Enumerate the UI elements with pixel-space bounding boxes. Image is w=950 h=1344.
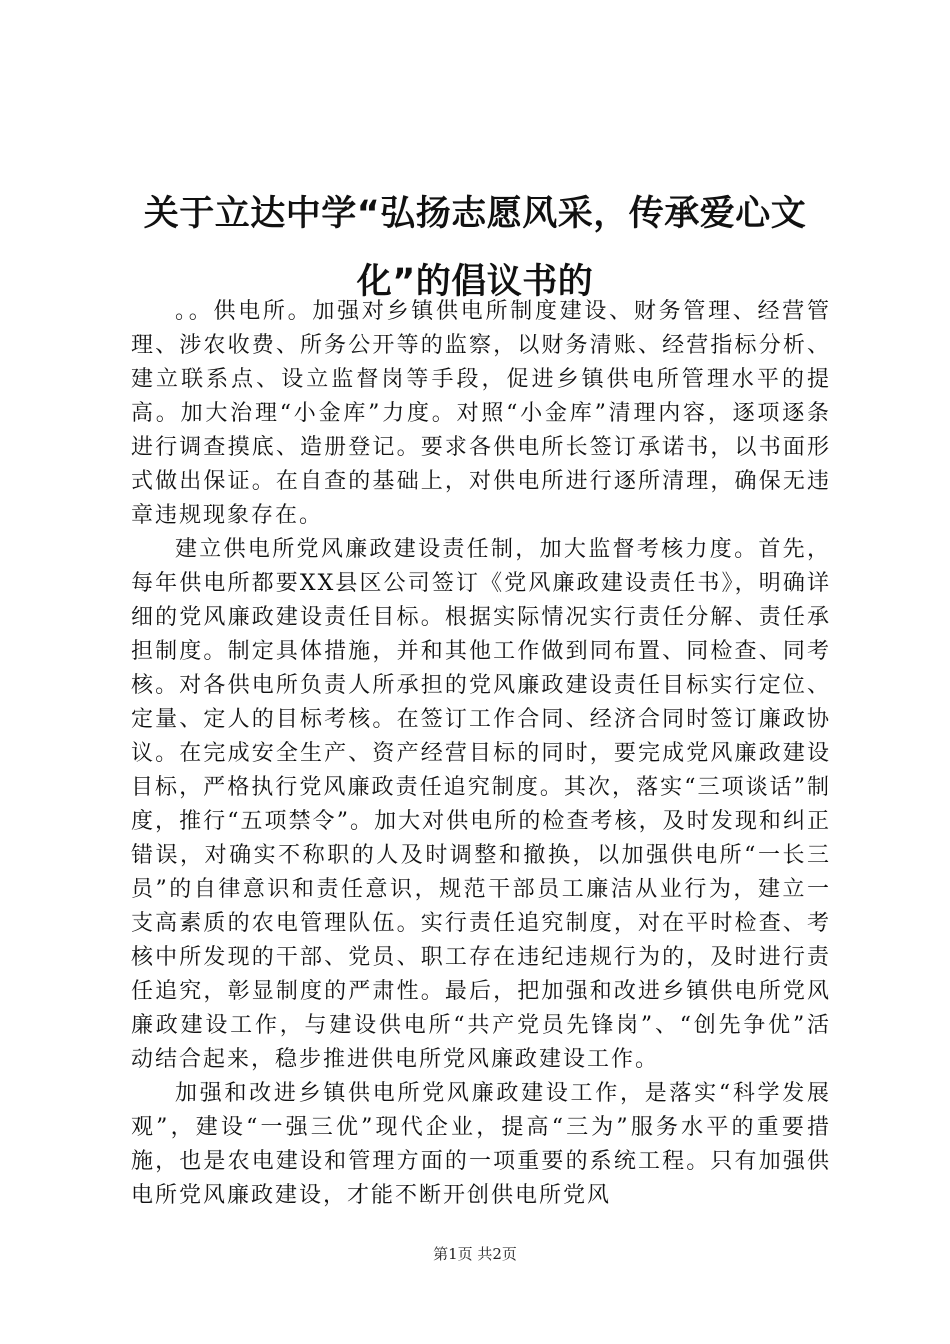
page-number-footer: 第1页 共2页 — [433, 1245, 517, 1263]
title-line-2: 化”的倡议书的 — [356, 262, 594, 302]
document-body — [131, 295, 831, 1213]
paragraph-1: 。。供电所。加强对乡镇供电所制度建设、财务管理、经营管理、涉农收费、所务公开等的监察，以财务清账、经营指标分析、建立联系点、设立监督岗等手段，促进乡镇供电所管理水平的提高。加大治理“小金库”力度。对照“小金库”清理内容，逐项逐条进行调查摸底、造册登记。要求各供电所长签订承诺书，以书面形式做出保证。在自查的基础上，对供电所进行逐所清理，确保无违章违规现象存在。 — [131, 299, 831, 528]
title-line-1: 关于立达中学“弘扬志愿风采，传承爱心文 — [143, 194, 807, 234]
paragraph-3: 加强和改进乡镇供电所党风廉政建设工作，是落实“科学发展观”，建设“一强三优”现代企业，提高“三为”服务水平的重要措施，也是农电建设和管理方面的一项重要的系统工程。只有加强供电所党风廉政建设，才能不断开创供电所党风 — [131, 1081, 831, 1208]
paragraph-2: 建立供电所党风廉政建设责任制，加大监督考核力度。首先，每年供电所都要XX县区公司签订《党风廉政建设责任书》，明确详细的党风廉政建设责任目标。根据实际情况实行责任分解、责任承担制度。制定具体措施，并和其他工作做到同布置、同检查、同考核。对各供电所负责人所承担的党风廉政建设责任目标实行定位、定量、定人的目标考核。在签订工作合同、经济合同时签订廉政协议。在完成安全生产、资产经营目标的同时，要完成党风廉政建设目标，严格执行党风廉政责任追究制度。其次，落实“三项谈话”制度，推行“五项禁令”。加大对供电所的检查考核，及时发现和纠正错误，对确实不称职的人及时调整和撤换，以加强供电所“一长三员”的自律意识和责任意识，规范干部员工廉洁从业行为，建立一支高素质的农电管理队伍。实行责任追究制度，对在平时检查、考核中所发现的干部、党员、职工存在违纪违规行为的，及时进行责任追究，彰显制度的严肃性。最后，把加强和改进乡镇供电所党风廉政建设工作，与建设供电所“共产党员先锋岗”、“创先争优”活动结合起来，稳步推进供电所党风廉政建设工作。 — [131, 537, 831, 1072]
